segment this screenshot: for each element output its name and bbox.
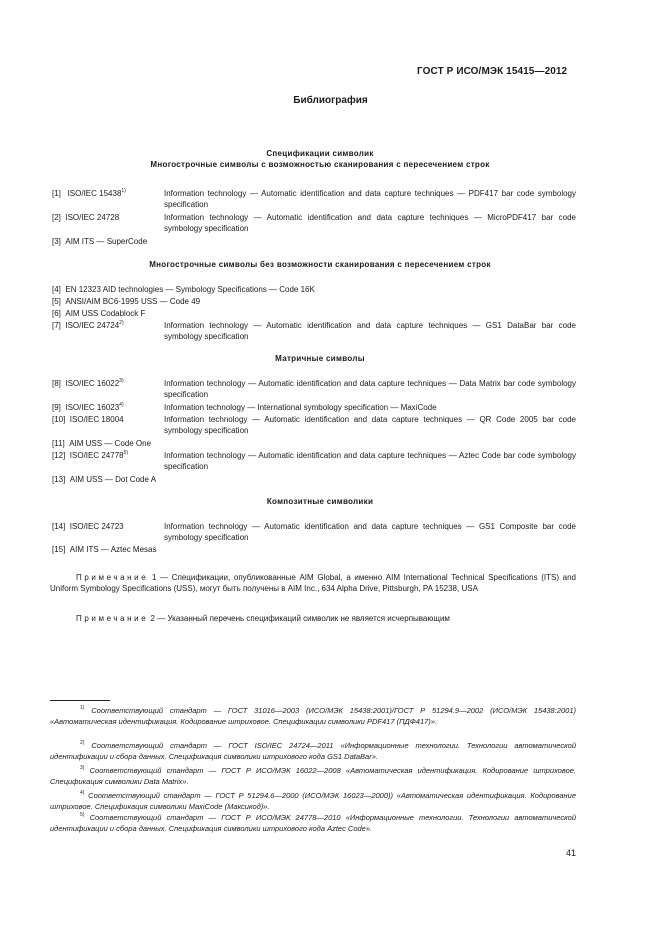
footnote-ref: 5) bbox=[123, 450, 129, 456]
footnote-marker: 3) bbox=[80, 765, 85, 771]
footnote bbox=[50, 740, 576, 762]
reference-number: [9] bbox=[52, 403, 61, 412]
footnote-text: Соответствующий стандарт — ГОСТ 31016—2003 (ИСО/МЭК 15438:2001)/ГОСТ Р 51294.9—2002 (ИСО/МЭК 15438:2001) «Автоматическая идентификация. Кодирование штриховое. Спецификации символики PDF417 (ПДФ417)». bbox=[50, 706, 576, 726]
note-text: 2 — Указанный перечень спецификаций символик не является исчерпывающим bbox=[150, 614, 450, 623]
document-header: ГОСТ Р ИСО/МЭК 15415—2012 bbox=[417, 66, 568, 77]
footnote-marker: 1) bbox=[80, 705, 85, 711]
footnote bbox=[50, 765, 576, 787]
footnote-divider bbox=[50, 700, 110, 701]
reference-number: [8] bbox=[52, 379, 61, 388]
note-label: Примечание bbox=[76, 573, 149, 582]
reference-code: AIM USS — Code One bbox=[69, 439, 152, 448]
reference-code: AIM USS Codablock F bbox=[65, 309, 146, 318]
reference-number: [3] bbox=[52, 237, 61, 246]
reference-description: Information technology — International symbology specification — MaxiCode bbox=[164, 403, 437, 412]
reference-code: ANSI/AIM BC6-1995 USS — Code 49 bbox=[65, 297, 201, 306]
reference-description: Information technology — Automatic identification and data capture techniques — Data Matrix bar code symbology specification bbox=[164, 379, 576, 399]
reference-description: Information technology — Automatic identification and data capture techniques — MicroPDF417 bar code symbology specification bbox=[164, 213, 576, 233]
reference-code: ISO/IEC 18004 bbox=[69, 415, 124, 424]
reference-code: AIM ITS — SuperCode bbox=[65, 237, 148, 246]
reference-number: [13] bbox=[52, 475, 66, 484]
footnote bbox=[50, 705, 576, 727]
reference-number: [7] bbox=[52, 321, 61, 330]
reference-number: [10] bbox=[52, 415, 66, 424]
section-heading-multirow-no-crossscan: Многострочные символы без возможности сканирования с пересечением строк bbox=[149, 260, 491, 269]
page-number: 41 bbox=[566, 848, 577, 858]
note-label: Примечание bbox=[76, 614, 149, 623]
reference-description: Information technology — Automatic identification and data capture techniques — PDF417 bar code symbology specification bbox=[164, 189, 576, 209]
reference-number: [2] bbox=[52, 213, 61, 222]
note-2 bbox=[50, 613, 576, 624]
section-heading-matrix: Матричные символы bbox=[275, 354, 365, 363]
footnote-ref: 1) bbox=[121, 188, 126, 194]
footnote bbox=[50, 812, 576, 834]
reference-number: [15] bbox=[52, 545, 66, 554]
footnote-ref: 3) bbox=[119, 378, 124, 384]
footnote-marker: 2) bbox=[80, 740, 85, 746]
footnote-text: Соответствующий стандарт — ГОСТ ISO/IEC 24724—2011 «Информационные технологии. Технологии автоматической идентификации и сбора данных. Спецификация символики штрихового кода GS1 DataBar». bbox=[50, 741, 577, 761]
reference-code: AIM USS — Dot Code A bbox=[69, 475, 157, 484]
footnote-text: Соответствующий стандарт — ГОСТ Р ИСО/МЭК 24778—2010 «Информационные технологии. Технологии автоматической идентификации и сбора данных. Спецификация символики штрихового кода Aztec Code». bbox=[50, 813, 576, 833]
section-heading-composite: Композитные символики bbox=[266, 497, 374, 506]
reference-description: Information technology — Automatic identification and data capture techniques — GS1 DataBar bar code symbology specification bbox=[164, 321, 576, 341]
footnote-ref: 4) bbox=[119, 402, 124, 408]
reference-code: ISO/IEC 24723 bbox=[69, 522, 124, 531]
footnote-text: Соответствующий стандарт — ГОСТ Р 51294.6—2000 (ИСО/МЭК 16023—2000)) «Автоматическая идентификация. Кодирование штриховое. Спецификация символики MaxiCode (Максикод)». bbox=[50, 791, 576, 811]
page-title: Библиография bbox=[293, 95, 368, 106]
reference-code: ISO/IEC 24778 bbox=[69, 451, 124, 460]
footnote bbox=[50, 790, 576, 812]
note-1 bbox=[50, 572, 576, 594]
reference-code: AIM ITS — Aztec Mesas bbox=[69, 545, 157, 554]
reference-number: [12] bbox=[52, 451, 66, 460]
reference-number: [11] bbox=[52, 439, 65, 448]
reference-number: [4] bbox=[52, 285, 61, 294]
reference-code: ISO/IEC 24724 bbox=[65, 321, 120, 330]
reference-description: Information technology — Automatic identification and data capture techniques — Aztec Code bar code symbology specification bbox=[164, 451, 576, 471]
reference-number: [5] bbox=[52, 297, 61, 306]
section-heading-symbology-specs: Спецификации символик bbox=[266, 149, 374, 158]
footnote-marker: 5) bbox=[80, 812, 85, 818]
reference-code: ISO/IEC 24728 bbox=[65, 213, 120, 222]
footnote-ref: 2) bbox=[119, 320, 124, 326]
footnote-marker: 4) bbox=[80, 790, 85, 796]
footnote-text: Соответствующий стандарт — ГОСТ Р ИСО/МЭК 16022—2008 «Автоматическая идентификация. Кодирование штриховое. Спецификация символики Data Matrix». bbox=[50, 766, 576, 786]
reference-description: Information technology — Automatic identification and data capture techniques — GS1 Composite bar code symbology specification bbox=[164, 522, 576, 542]
reference-number: [14] bbox=[52, 522, 66, 531]
section-heading-multirow-crossscan: Многострочные символы с возможностью сканирования с пересечением строк bbox=[150, 160, 490, 169]
reference-code: ISO/IEC 15438 bbox=[67, 189, 122, 198]
reference-code: EN 12323 AID technologies — Symbology Specifications — Code 16K bbox=[65, 285, 315, 294]
reference-code: ISO/IEC 16022 bbox=[65, 379, 120, 388]
note-text: 1 — Спецификации, опубликованные AIM Global, а именно AIM International Technical Specifications (ITS) and Uniform Symbology Specifications (USS), могут быть получены в AIM Inc., 634 Alpha Drive, Pittsburgh, PA 15238, USA bbox=[50, 573, 576, 593]
reference-number: [6] bbox=[52, 309, 61, 318]
reference-number: [1] bbox=[52, 189, 61, 198]
reference-description: Information technology — Automatic identification and data capture techniques — QR Code 2005 bar code symbology specification bbox=[164, 415, 576, 435]
reference-code: ISO/IEC 16023 bbox=[65, 403, 120, 412]
